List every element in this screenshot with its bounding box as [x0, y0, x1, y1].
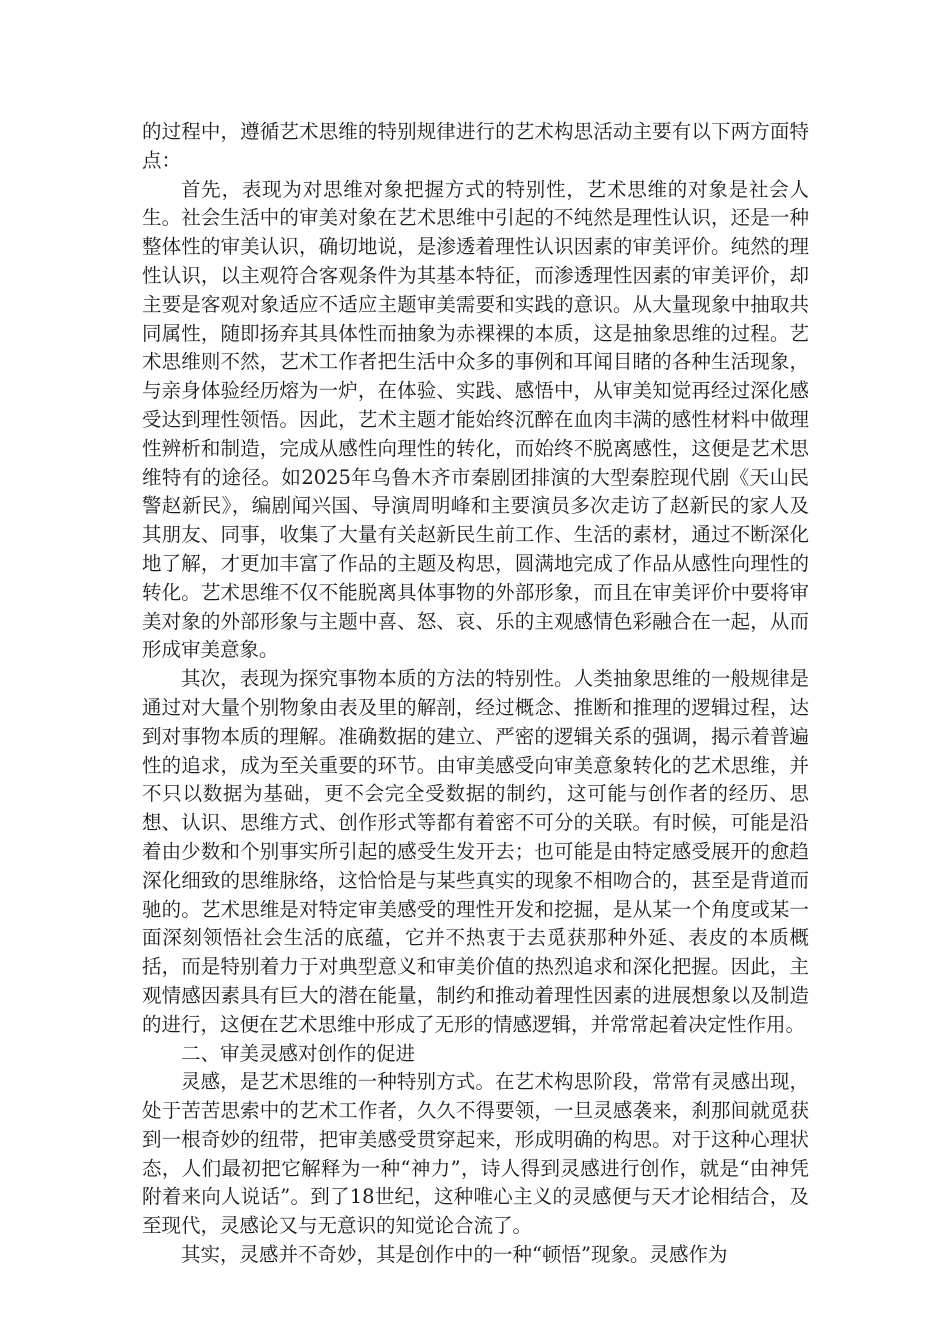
section-heading: 二、审美灵感对创作的促进	[181, 1041, 416, 1065]
document-page	[142, 118, 809, 1270]
paragraph-first-feature: 首先，表现为对思维对象把握方式的特别性，艺术思维的对象是社会人生。社会生活中的审美对象在艺术思维中引起的不纯然是理性认识，还是一种整体性的审美认识，确切地说，是渗透着理性认识因素的审美评价。纯然的理性认识，以主观符合客观条件为其基本特征，而渗透理性因素的审美评价，却主要是客观对象适应不适应主题审美需要和实践的意识。从大量现象中抽取共同属性，随即扬弃其具体性而抽象为赤裸裸的本质，这是抽象思维的过程。艺术思维则不然，艺术工作者把生活中众多的事例和耳闻目睹的各种生活现象，与亲身体验经历熔为一炉，在体验、实践、感悟中，从审美知觉再经过深化感受达到理性领悟。因此，艺术主题才能始终沉醉在血肉丰满的感性材料中做理性辨析和制造，完成从感性向理性的转化，而始终不脱离感性，这便是艺术思维特有的途径。如2025年乌鲁木齐市秦剧团排演的大型秦腔现代剧《天山民警赵新民》，编剧闻兴国、导演周明峰和主要演员多次走访了赵新民的家人及其朋友、同事，收集了大量有关赵新民生前工作、生活的素材，通过不断深化地了解，才更加丰富了作品的主题及构思，圆满地完成了作品从感性向理性的转化。艺术思维不仅不能脱离具体事物的外部形象，而且在审美评价中要将审美对象的外部形象与主题中喜、怒、哀、乐的主观感情色彩融合在一起，从而形成审美意象。	[142, 177, 809, 662]
paragraph-inspiration: 灵感，是艺术思维的一种特别方式。在艺术构思阶段，常常有灵感出现，处于苦苦思索中的艺术工作者，久久不得要领，一旦灵感袭来，刹那间就觅获到一根奇妙的纽带，把审美感受贯穿起来，形成明确的构思。对于这种心理状态，人们最初把它解释为一种“神力”，诗人得到灵感进行创作，就是“由神凭附着来向人说话”。到了18世纪，这种唯心主义的灵感便与天才论相结合，及至现代，灵感论又与无意识的知觉论合流了。	[142, 1070, 809, 1238]
paragraph-epiphany: 其实，灵感并不奇妙，其是创作中的一种“顿悟”现象。灵感作为	[181, 1243, 728, 1267]
paragraph-second-feature: 其次，表现为探究事物本质的方法的特别性。人类抽象思维的一般规律是通过对大量个别物象由表及里的解剖，经过概念、推断和推理的逻辑过程，达到对事物本质的理解。准确数据的建立、严密的逻辑关系的强调，揭示着普遍性的追求，成为至关重要的环节。由审美感受向审美意象转化的艺术思维，并不只以数据为基础，更不会完全受数据的制约，这可能与创作者的经历、思想、认识、思维方式、创作形式等都有着密不可分的关联。有时候，可能是沿着由少数和个别事实所引起的感受生发开去；也可能是由特定感受展开的愈趋深化细致的思维脉络，这恰恰是与某些真实的现象不相吻合的，甚至是背道而驰的。艺术思维是对特定审美感受的理性开发和挖掘，是从某一个角度或某一面深刻领悟社会生活的底蕴，它并不热衷于去觅获那种外延、表皮的本质概括，而是特别着力于对典型意义和审美价值的热烈追求和深化把握。因此，主观情感因素具有巨大的潜在能量，制约和推动着理性因素的进展想象以及制造的进行，这便在艺术思维中形成了无形的情感逻辑，并常常起着决定性作用。	[142, 667, 809, 1036]
paragraph-continuation: 的过程中，遵循艺术思维的特别规律进行的艺术构思活动主要有以下两方面特点：	[142, 120, 809, 172]
